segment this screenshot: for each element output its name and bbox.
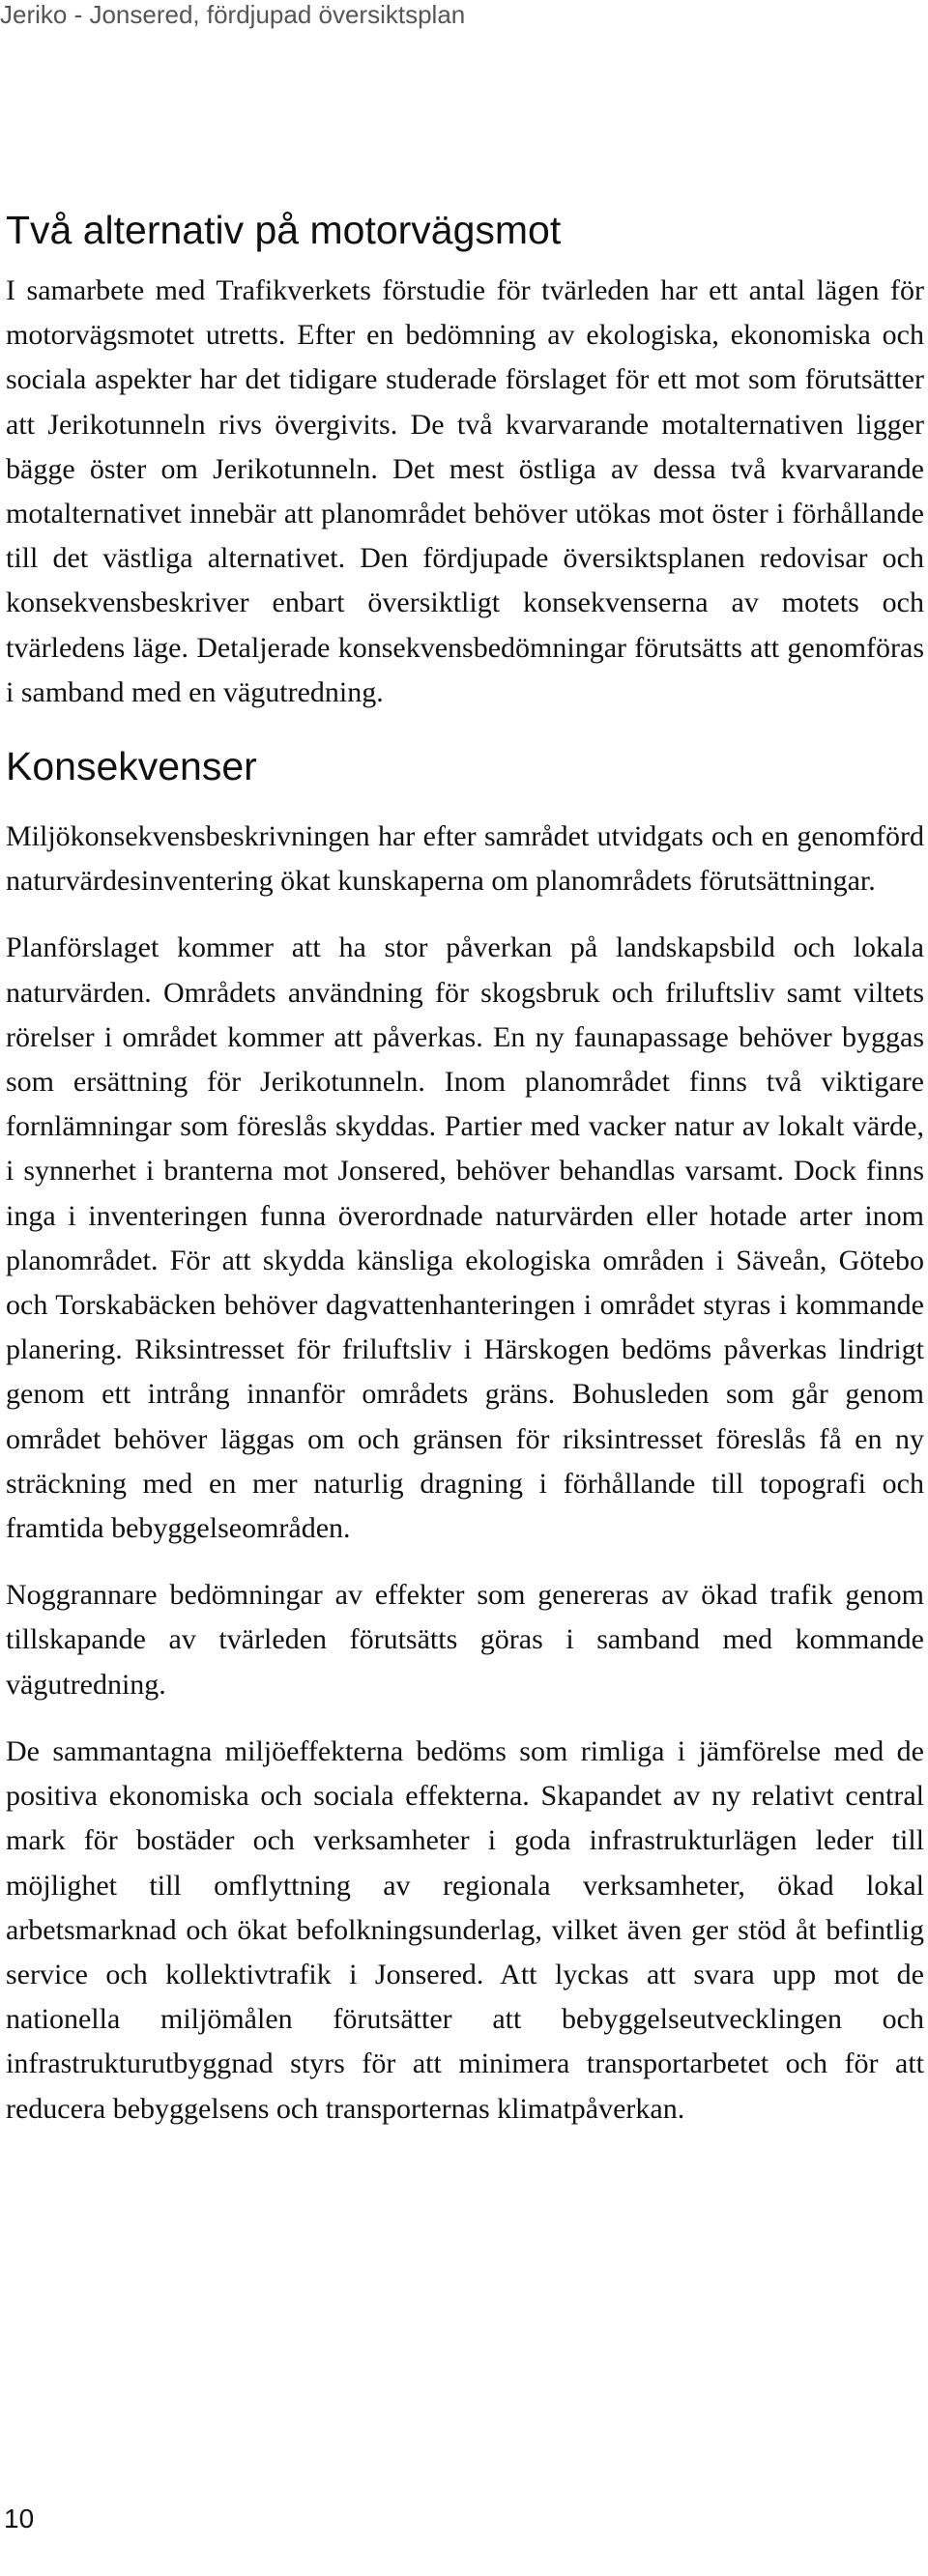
- running-header: Jeriko - Jonsered, fördjupad översiktsplan: [0, 0, 466, 29]
- section-motorway-junction: [6, 205, 924, 715]
- section-heading-consequences: Konsekvenser: [6, 744, 257, 789]
- body-paragraph: I samarbete med Trafikverkets förstudie för tvärleden har ett antal lägen för motorvägsmotet utretts. Efter en bedömning av ekologiska, ekonomiska och sociala aspekter har det tidigare studerade förslaget för ett mot som förutsätter att Jerikotunneln rivs övergivits. De två kvarvarande motalternativen ligger bägge öster om Jerikotunneln. Det mest östliga av dessa två kvarvarande motalternativet innebär att planområdet behöver utökas mot öster i förhållande till det västliga alternativet. Den fördjupade översiktsplanen redovisar och konsekvensbeskriver enbart översiktligt konsekvenserna av motets och tvärledens läge. Detaljerade konsekvensbedömningar förutsätts att genomföras i samband med en vägutredning.: [6, 274, 924, 708]
- section-consequences: [6, 741, 924, 2132]
- body-paragraph: Miljökonsekvensbeskrivningen har efter samrådet utvidgats och en genomförd naturvärdesinventering ökat kunskaperna om planområdets förutsättningar.: [6, 820, 924, 898]
- body-paragraph: De sammantagna miljöeffekterna bedöms som rimliga i jämförelse med de positiva ekonomiska och sociala effekterna. Skapandet av ny relativt central mark för bostäder och verksamheter i goda infrastrukturlägen leder till möjlighet till omflyttning av regionala verksamheter, ökad lokal arbetsmarknad och ökat befolkningsunderlag, vilket även ger stöd åt befintlig service och kollektivtrafik i Jonsered. Att lyckas att svara upp mot de nationella miljömålen förutsätter att bebyggelseutvecklingen och infrastrukturutbyggnad styrs för att minimera transportarbetet och för att reducera bebyggelsens och transporternas klimatpåverkan.: [6, 1734, 924, 2125]
- section-heading-motorway-junction: Två alternativ på motorvägsmot: [6, 208, 562, 252]
- page-number: 10: [4, 2504, 35, 2533]
- page-content: [6, 205, 924, 2154]
- body-paragraph: Noggrannare bedömningar av effekter som genereras av ökad trafik genom tillskapande av tvärleden förutsätts göras i samband med kommande vägutredning.: [6, 1579, 924, 1701]
- body-paragraph: Planförslaget kommer att ha stor påverkan på landskapsbild och lokala naturvärden. Områdets användning för skogsbruk och friluftsliv samt viltets rörelser i området kommer att påverkas. En ny faunapassage behöver byggas som ersättning för Jerikotunneln. Inom planområdet finns två viktigare fornlämningar som föreslås skyddas. Partier med vacker natur av lokalt värde, i synnerhet i branterna mot Jonsered, behöver behandlas varsamt. Dock finns inga i inventeringen funna överordnade naturvärden eller hotade arter inom planområdet. För att skydda känsliga ekologiska områden i Säveån, Götebo och Torskabäcken behöver dagvattenhanteringen i området styras i kommande planering. Riksintresset för friluftsliv i Härskogen bedöms påverkas lindrigt genom ett intrång innanför områdets gräns. Bohusleden som går genom området behöver läggas om och gränsen för riksintresset föreslås få en ny sträckning med en mer naturlig dragning i förhållande till topografi och framtida bebyggelseområden.: [6, 931, 924, 1545]
